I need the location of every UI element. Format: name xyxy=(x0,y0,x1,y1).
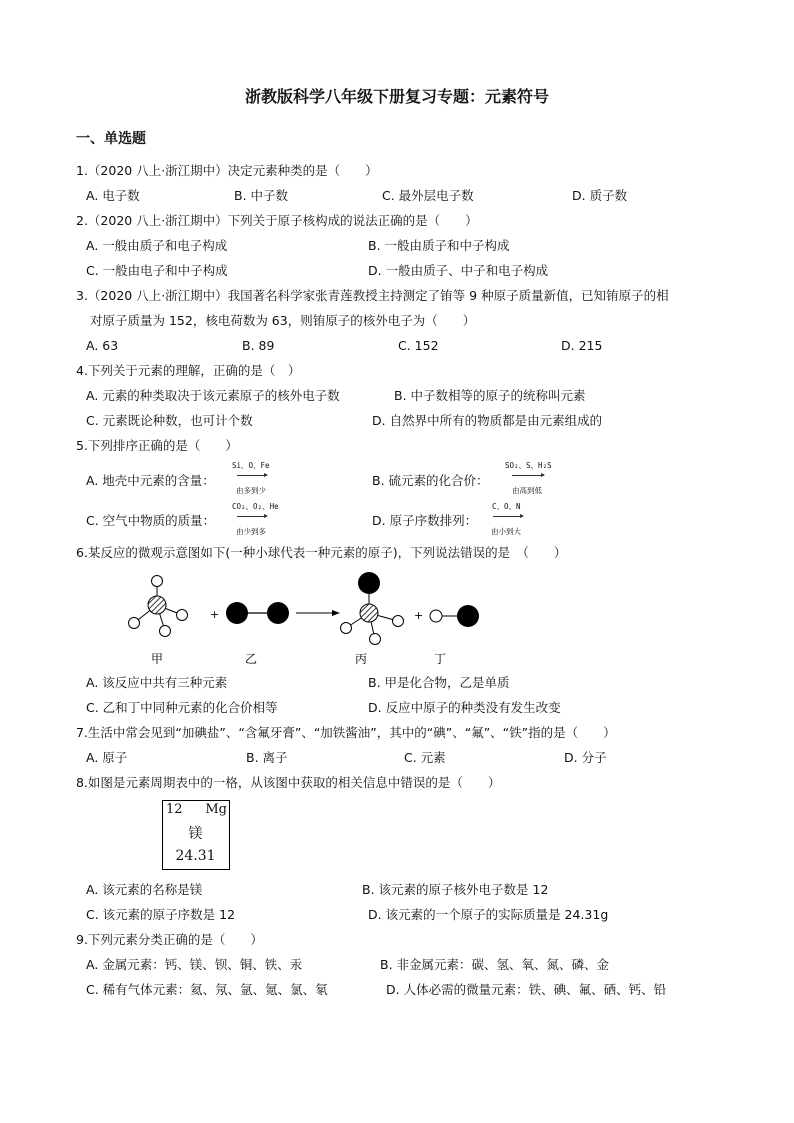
reaction-arrow-icon xyxy=(296,610,340,616)
question-8-option-c: C. 该元素的原子序数是 12 xyxy=(86,907,236,922)
question-4-stem: 4.下列关于元素的理解，正确的是（ ） xyxy=(76,363,301,378)
question-6-option-a: A. 该反应中共有三种元素 xyxy=(86,675,228,690)
question-6-option-b: B. 甲是化合物，乙是单质 xyxy=(368,675,510,690)
arrow-icon xyxy=(237,516,267,517)
question-6-option-c: C. 乙和丁中同种元素的化合价相等 xyxy=(86,700,278,715)
question-9-option-b: B. 非金属元素：碳、氢、氧、氮、磷、金 xyxy=(380,957,610,972)
scale-d-top: C、O、N xyxy=(492,502,521,511)
scale-a-bottom: 由多到少 xyxy=(236,486,266,495)
molecule-bing xyxy=(341,572,404,645)
question-4-option-b: B. 中子数相等的原子的统称叫元素 xyxy=(394,388,586,403)
atomic-number: 12 xyxy=(166,802,183,817)
question-7-stem: 7.生活中常会见到“加碘盐”、“含氟牙膏”、“加铁酱油”，其中的“碘”、“氟”、“铁”指的是（ ） xyxy=(76,725,616,740)
question-9-stem: 9.下列元素分类正确的是（ ） xyxy=(76,932,263,947)
question-5-stem: 5.下列排序正确的是（ ） xyxy=(76,438,238,453)
label-yi: 乙 xyxy=(244,652,258,666)
atomic-mass: 24.31 xyxy=(175,848,216,864)
question-5-option-a: A. 地壳中元素的含量： xyxy=(86,473,215,488)
question-3-option-a: A. 63 xyxy=(86,338,119,353)
question-7-option-b: B. 离子 xyxy=(246,750,288,765)
question-5-option-d: D. 原子序数排列： xyxy=(372,513,478,528)
question-2-option-a: A. 一般由质子和电子构成 xyxy=(86,238,228,253)
question-5-option-c: C. 空气中物质的质量： xyxy=(86,513,216,528)
question-8-stem: 8.如图是元素周期表中的一格，从该图中获取的相关信息中错误的是（ ） xyxy=(76,775,501,790)
question-3-option-c: C. 152 xyxy=(398,338,439,353)
question-7-option-d: D. 分子 xyxy=(564,750,607,765)
question-2-option-d: D. 一般由质子、中子和电子构成 xyxy=(368,263,549,278)
question-1-option-c: C. 最外层电子数 xyxy=(382,188,474,203)
question-1-option-a: A. 电子数 xyxy=(86,188,140,203)
scale-a-top: Si、O、Fe xyxy=(232,461,270,470)
question-8-option-b: B. 该元素的原子核外电子数是 12 xyxy=(362,882,549,897)
question-9-option-d: D. 人体必需的微量元素：铁、碘、氟、硒、钙、铅 xyxy=(386,982,667,997)
arrow-icon xyxy=(237,475,267,476)
question-8-option-a: A. 该元素的名称是镁 xyxy=(86,882,203,897)
scale-c-top: CO₂、O₂、He xyxy=(232,502,279,511)
question-9-option-c: C. 稀有气体元素：氦、氖、氩、氪、氯、氡 xyxy=(86,982,328,997)
question-4-option-d: D. 自然界中所有的物质都是由元素组成的 xyxy=(372,413,603,428)
scale-c-bottom: 由少到多 xyxy=(236,527,266,536)
arrow-icon xyxy=(493,516,523,517)
molecule-ding xyxy=(430,605,479,627)
question-3-stem-continued: 对原子质量为 152，核电荷数为 63，则铕原子的核外电子为（ ） xyxy=(90,313,476,328)
question-8-option-d: D. 该元素的一个原子的实际质量是 24.31g xyxy=(368,907,609,922)
element-name: 镁 xyxy=(188,826,203,842)
question-6-option-d: D. 反应中原子的种类没有发生改变 xyxy=(368,700,561,715)
section-heading: 一、单选题 xyxy=(76,131,146,147)
question-1-stem: 1.（2020 八上·浙江期中）决定元素种类的是（ ） xyxy=(76,163,378,178)
question-3-option-d: D. 215 xyxy=(561,338,603,353)
scale-d-bottom: 由小到大 xyxy=(491,527,521,536)
question-3-option-b: B. 89 xyxy=(242,338,275,353)
label-ding: 丁 xyxy=(433,652,447,666)
question-3-stem: 3.（2020 八上·浙江期中）我国著名科学家张青莲教授主持测定了铕等 9 种原子质量新值，已知铕原子的相 xyxy=(76,288,669,303)
question-2-stem: 2.（2020 八上·浙江期中）下列关于原子核构成的说法正确的是（ ） xyxy=(76,213,478,228)
molecule-yi xyxy=(226,602,289,624)
question-1-option-b: B. 中子数 xyxy=(234,188,289,203)
element-symbol: Mg xyxy=(205,802,227,817)
plus-sign: + xyxy=(210,608,220,621)
question-1-option-d: D. 质子数 xyxy=(572,188,628,203)
page-title: 浙教版科学八年级下册复习专题：元素符号 xyxy=(244,87,549,106)
question-2-option-b: B. 一般由质子和中子构成 xyxy=(368,238,510,253)
periodic-table-cell xyxy=(162,800,230,870)
label-bing: 丙 xyxy=(354,652,368,666)
plus-sign: + xyxy=(414,609,424,622)
question-9-option-a: A. 金属元素：钙、镁、钡、铜、铁、汞 xyxy=(86,957,303,972)
arrow-icon xyxy=(512,475,544,476)
scale-b-bottom: 由高到低 xyxy=(512,486,542,495)
scale-b-top: SO₂、S、H₂S xyxy=(505,461,552,470)
reaction-diagram xyxy=(110,568,500,670)
label-jia: 甲 xyxy=(150,652,164,666)
question-4-option-c: C. 元素既论种数，也可计个数 xyxy=(86,413,253,428)
question-7-option-c: C. 元素 xyxy=(404,750,446,765)
question-5-option-b: B. 硫元素的化合价： xyxy=(372,473,489,488)
question-2-option-c: C. 一般由电子和中子构成 xyxy=(86,263,228,278)
question-7-option-a: A. 原子 xyxy=(86,750,128,765)
question-6-stem: 6.某反应的微观示意图如下(一种小球代表一种元素的原子)，下列说法错误的是 （ ） xyxy=(76,545,567,560)
question-4-option-a: A. 元素的种类取决于该元素原子的核外电子数 xyxy=(86,388,340,403)
molecule-jia xyxy=(129,576,188,637)
